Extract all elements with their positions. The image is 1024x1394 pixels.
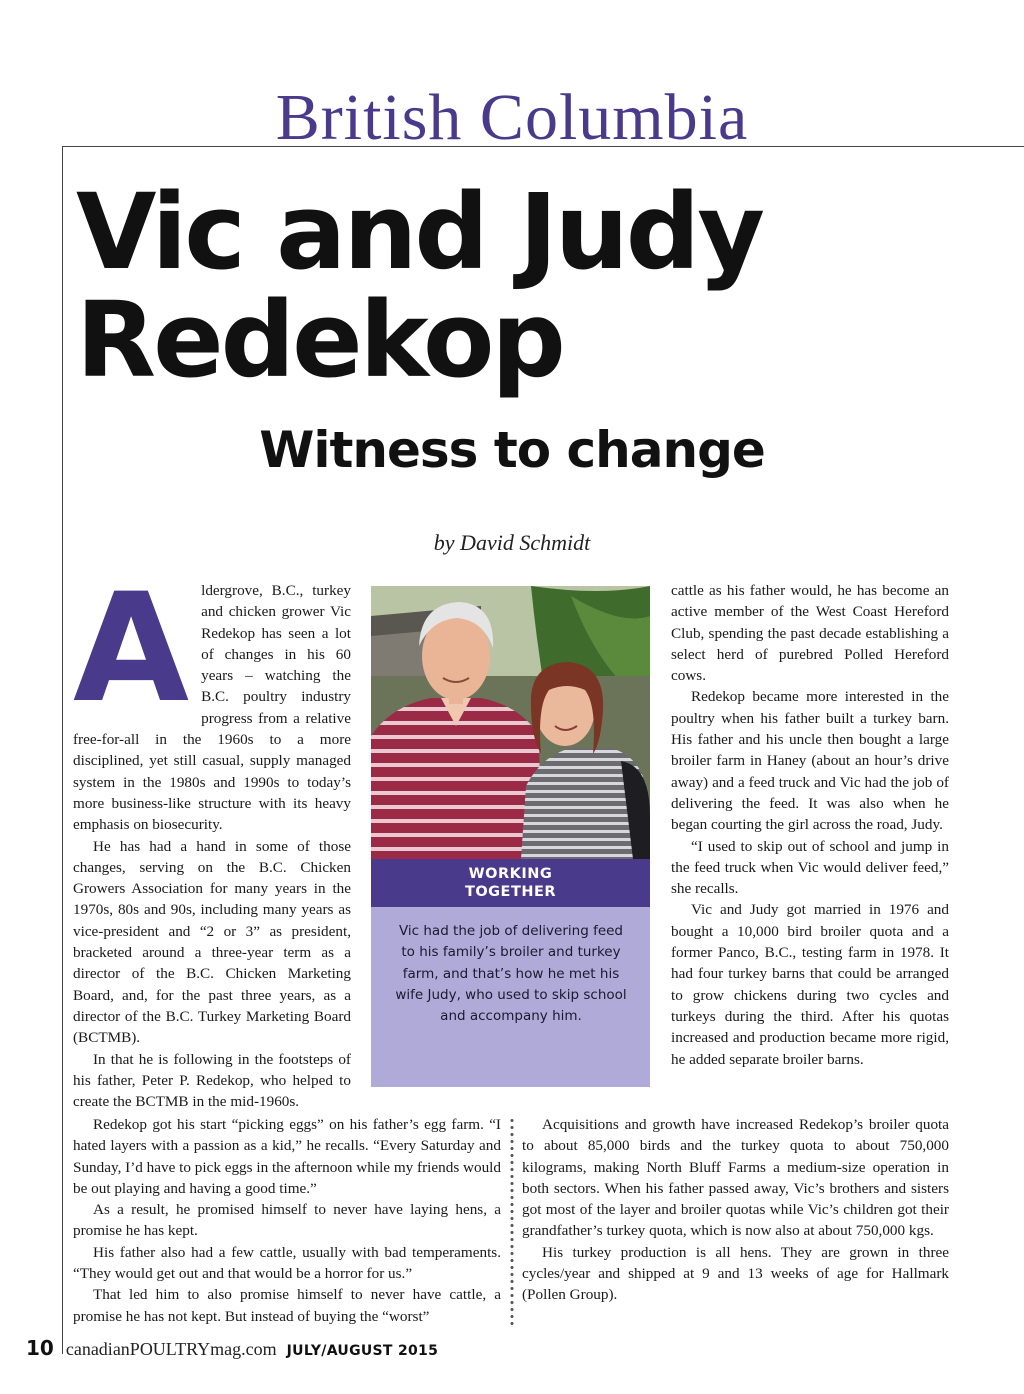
paragraph: “I used to skip out of school and jump in the feed truck when Vic would deliver feed,” she recalls. <box>671 837 949 898</box>
article-column-lower-right <box>522 1114 949 1306</box>
lead-paragraph: Aldergrove, B.C., turkey and chicken grower Vic Redekop has seen a lot of changes in his 60 years – watching the B.C. poultry industry progress from a relative free-for-all in the 1960s to a more disciplined, yet still casual, supply managed system in the 1980s and 1990s to today’s more business-like structure with its heavy emphasis on biosecurity. <box>73 562 351 834</box>
paragraph: His father also had a few cattle, usually with bad temperaments. “They would get out and that would be a horror for us.” <box>73 1243 501 1283</box>
drop-cap: A <box>73 562 190 736</box>
left-rule <box>62 146 63 1354</box>
headline <box>76 171 1016 401</box>
paragraph: Vic and Judy got married in 1976 and bought a 10,000 bird broiler quota and a former Panco, B.C., testing farm in 1978. It had four turkey barns that could be arranged to grow chickens during two cycles and turkeys during the third. After his quotas increased and production became more rigid, he added separate broiler barns. <box>671 901 949 1068</box>
article-photo <box>371 586 650 859</box>
column-divider-dots <box>510 1117 514 1325</box>
paragraph: Redekop got his start “picking eggs” on his father’s egg farm. “I hated layers with a passion as a kid,” he recalls. “Every Saturday and Sunday, I’d have to pick eggs in the afternoon while my friends would be out playing and having a good time.” <box>73 1116 501 1197</box>
article-column-left <box>73 562 351 1112</box>
caption-text: Vic had the job of delivering feed to his family’s broiler and turkey farm, and that’s how he met his wife Judy, who used to skip school and accompany him. <box>395 923 627 1025</box>
page-footer <box>26 1336 438 1366</box>
paragraph: cattle as his father would, he has become an active member of the West Coast Hereford Club, spending the past decade establishing a select herd of purebred Polled Hereford cows. <box>671 582 949 685</box>
paragraph: Redekop became more interested in the poultry when his father built a turkey barn. His father and his uncle then bought a large broiler farm in Haney (about an hour’s drive away) and a feed truck and Vic had the job of delivering the feed. It was also when he began courting the girl across the road, Judy. <box>671 688 949 834</box>
headline-line-1: Vic and Judy <box>76 171 763 293</box>
article-column-lower-left <box>73 1114 501 1327</box>
top-rule <box>62 146 1024 147</box>
paragraph: His turkey production is all hens. They are grown in three cycles/year and shipped at 9 and 13 weeks of age for Hallmark (Pollen Group). <box>522 1243 949 1304</box>
paragraph: Acquisitions and growth have increased Redekop’s broiler quota to about 85,000 birds and the turkey quota to about 750,000 kilograms, making North Bluff Farms a medium-size operation in both sectors. When his father passed away, Vic’s brothers and sisters got most of the layer and broiler quotas while Vic’s children got their grandfather’s turkey quota, which is now also at about 750,000 kgs. <box>522 1116 949 1240</box>
subheadline: Witness to change <box>259 421 765 479</box>
page-number: 10 <box>26 1336 54 1360</box>
paragraph: In that he is following in the footsteps of his father, Peter P. Redekop, who helped to create the BCTMB in the mid-1960s. <box>73 1050 351 1111</box>
byline: by David Schmidt <box>433 530 591 555</box>
headline-line-2: Redekop <box>76 279 563 401</box>
paragraph: As a result, he promised himself to never have laying hens, a promise he has kept. <box>73 1201 501 1240</box>
photo-illustration <box>371 586 650 859</box>
issue-date: JULY/AUGUST 2015 <box>286 1343 439 1359</box>
caption-heading <box>371 859 650 907</box>
website-link[interactable]: canadianPOULTRYmag.com <box>65 1339 277 1359</box>
paragraph: That led him to also promise himself to never have cattle, a promise he has not kept. But instead of buying the “worst” <box>73 1286 501 1325</box>
section-title: British Columbia <box>275 81 749 154</box>
caption-heading-line-2: TOGETHER <box>464 884 557 900</box>
caption-heading-line-1: WORKING <box>468 866 553 882</box>
article-column-right <box>671 580 949 1070</box>
paragraph: He has had a hand in some of those changes, serving on the B.C. Chicken Growers Association for many years in the 1970s, 80s and 90s, including many years as vice-president and “2 or 3” as president, bracketed around a three-year term as a director of the B.C. Chicken Marketing Board, and, for the past three years, as a director of the B.C. Turkey Marketing Board (BCTMB). <box>73 837 351 1047</box>
